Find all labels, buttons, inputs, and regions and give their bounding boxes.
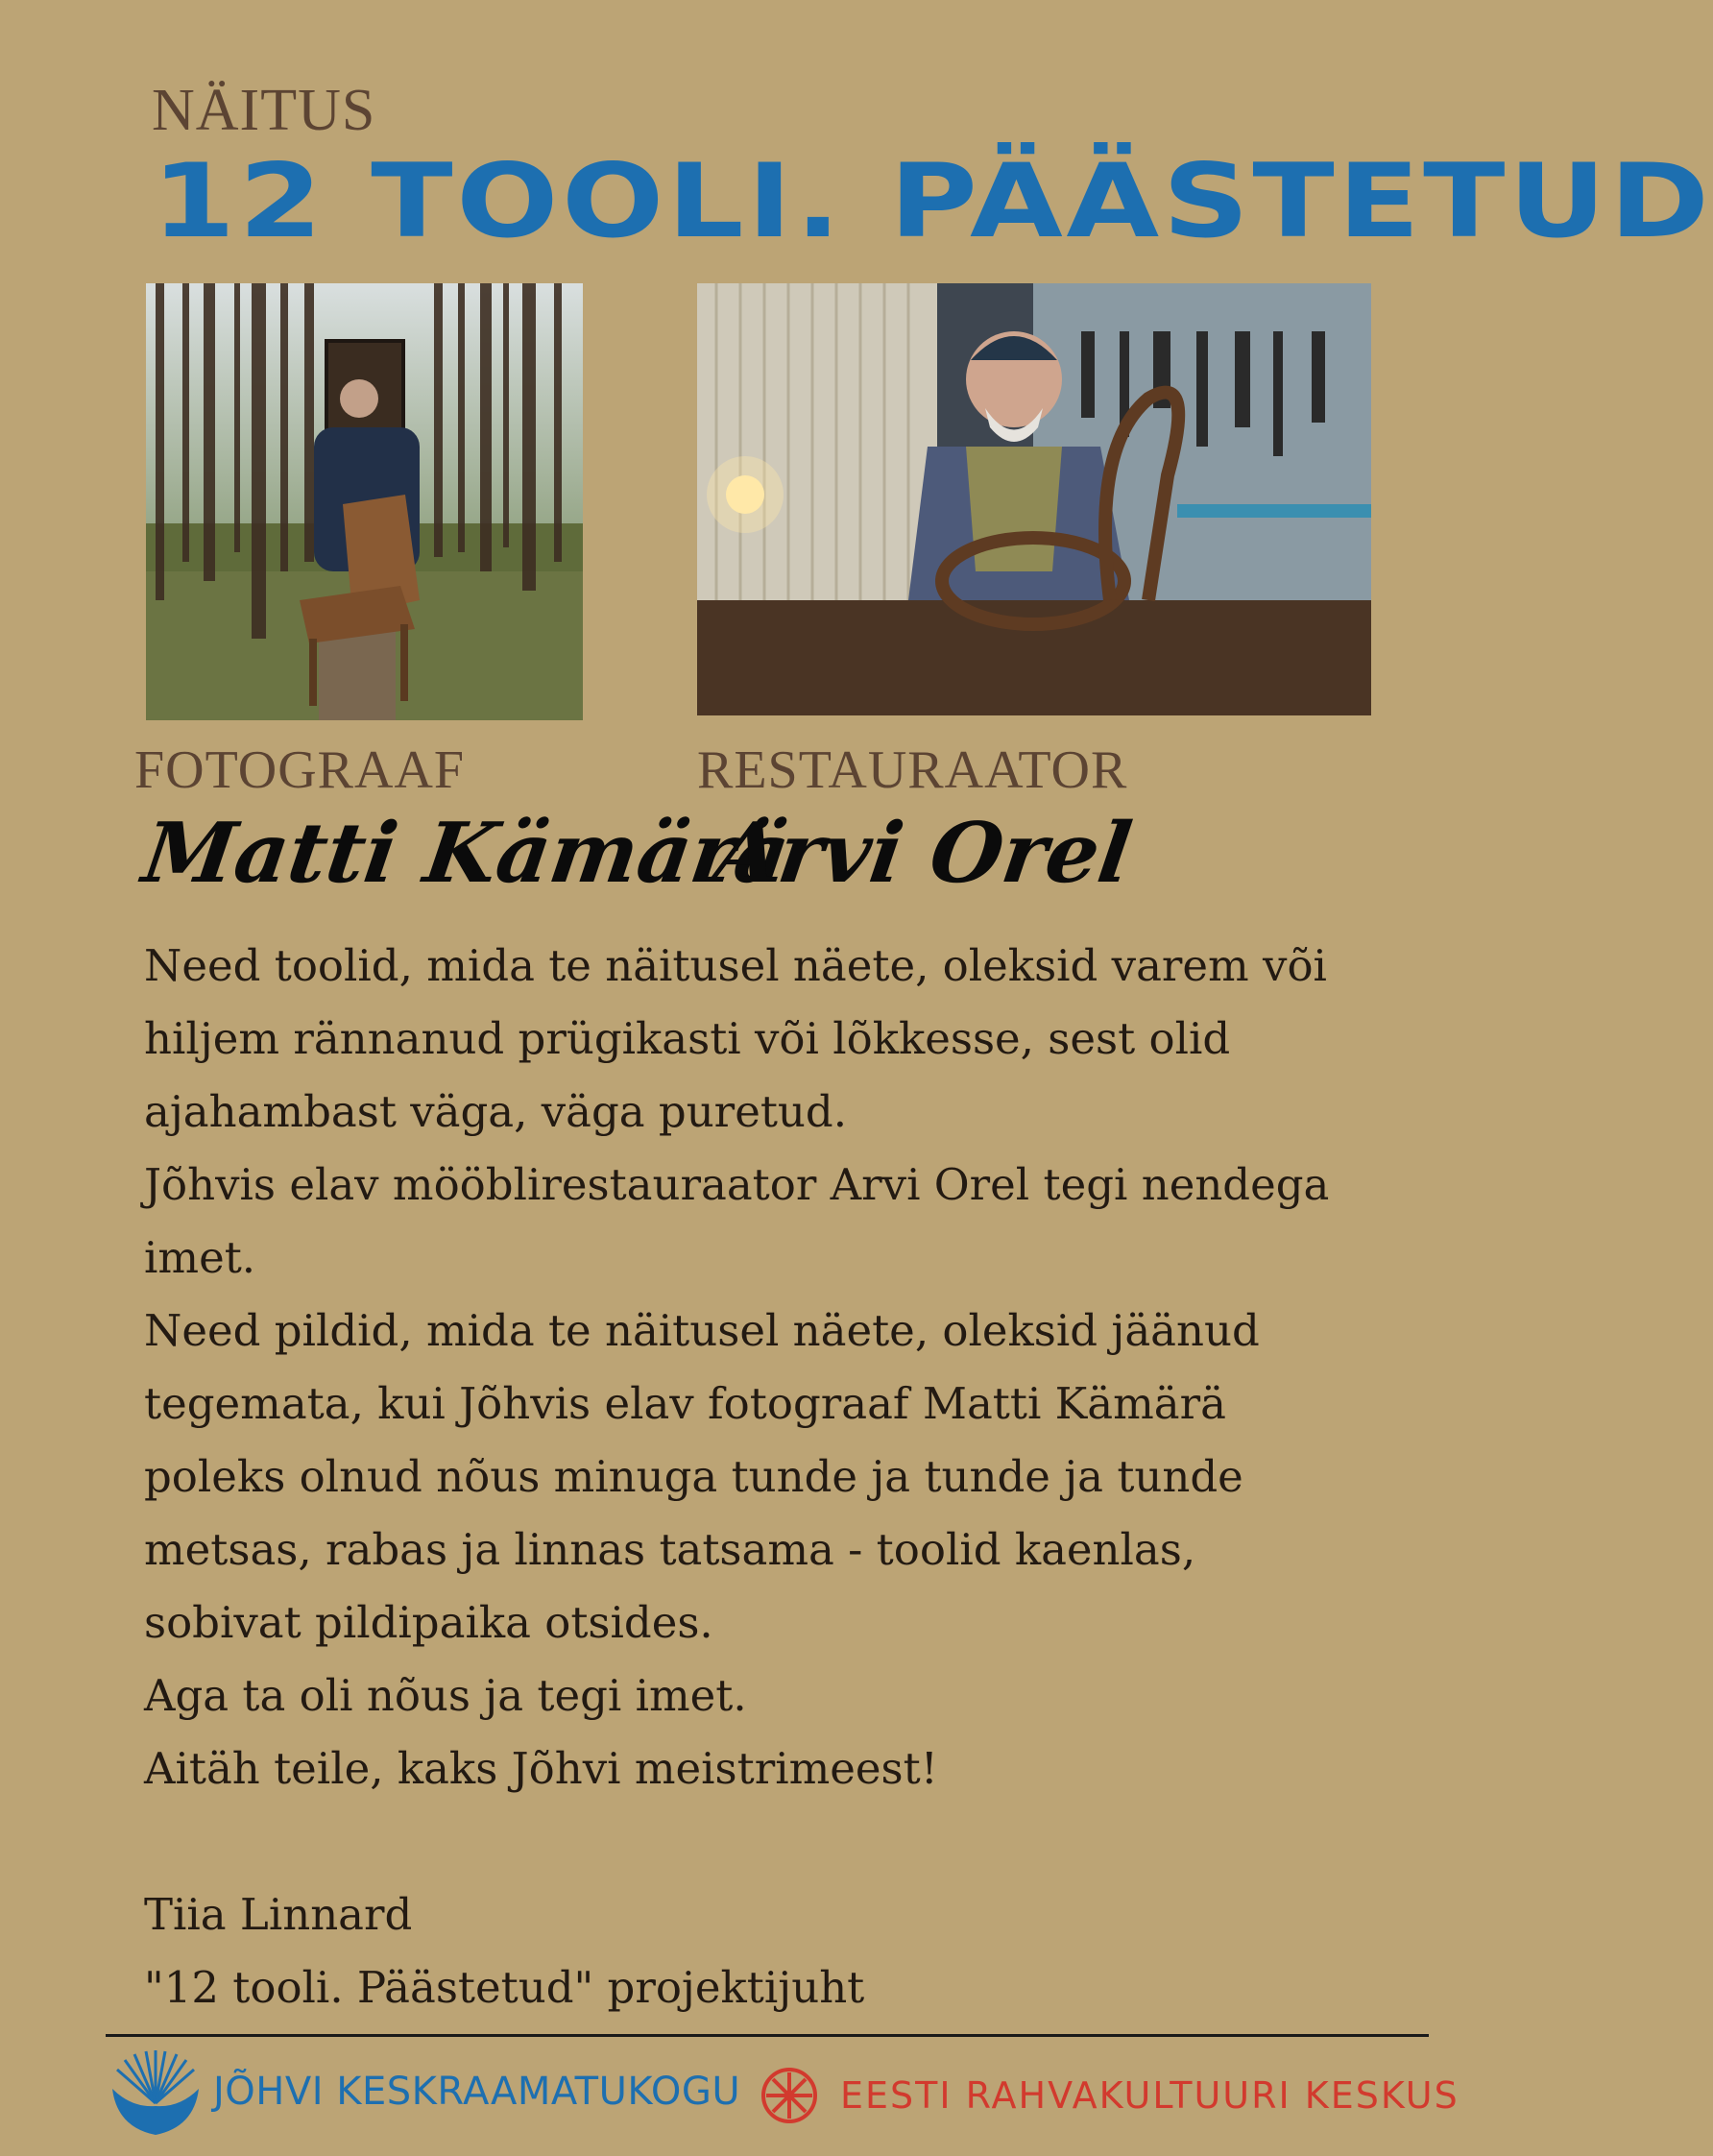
restorer-name: Arvi Orel xyxy=(708,805,1138,902)
body-line: Aga ta oli nõus ja tegi imet. xyxy=(144,1670,747,1721)
body-paragraph xyxy=(144,930,1411,2024)
fan-book-icon xyxy=(108,2050,204,2137)
body-line: sobivat pildipaika otsides. xyxy=(144,1597,713,1648)
photo-restorer-workshop xyxy=(697,283,1371,715)
body-line: Need pildid, mida te näitusel näete, oleksid jäänud xyxy=(144,1305,1260,1356)
author-name: Tiia Linnard xyxy=(144,1889,413,1940)
body-line: Aitäh teile, kaks Jõhvi meistrimeest! xyxy=(144,1743,938,1794)
restorer-role: RESTAURAATOR xyxy=(697,740,1128,800)
body-line: Jõhvis elav mööblirestauraator Arvi Orel tegi nendega xyxy=(144,1159,1330,1210)
wheel-sun-icon xyxy=(759,2065,820,2126)
photographer-role: FOTOGRAAF xyxy=(134,740,466,800)
exhibition-label: NÄITUS xyxy=(152,78,376,143)
workshop-photo-illustration xyxy=(697,283,1371,715)
body-line: poleks olnud nõus minuga tunde ja tunde ja tunde xyxy=(144,1451,1243,1502)
forest-photo-illustration xyxy=(146,283,583,720)
photo-forest-man-with-chairs xyxy=(146,283,583,720)
body-line: hiljem rännanud prügikasti või lõkkesse, sest olid xyxy=(144,1013,1231,1064)
spacer xyxy=(144,1805,1411,1878)
body-line: Need toolid, mida te näitusel näete, oleksid varem või xyxy=(144,940,1327,991)
body-line: metsas, rabas ja linnas tatsama - toolid kaenlas, xyxy=(144,1524,1196,1575)
body-line: tegemata, kui Jõhvis elav fotograaf Matti Kämärä xyxy=(144,1378,1226,1429)
folk-culture-center-logo-text: EESTI RAHVAKULTUURI KESKUS xyxy=(840,2074,1460,2117)
exhibition-title: 12 TOOLI. PÄÄSTETUD xyxy=(152,142,1713,260)
photographer-name: Matti Kämärä xyxy=(136,805,796,902)
library-logo-text: JÕHVI KESKRAAMATUKOGU xyxy=(213,2070,741,2114)
footer-divider xyxy=(106,2034,1429,2037)
body-line: ajahambast väga, väga puretud. xyxy=(144,1086,847,1137)
exhibition-text xyxy=(144,930,1411,2024)
author-role: "12 tooli. Päästetud" projektijuht xyxy=(144,1962,865,2013)
body-line: imet. xyxy=(144,1232,256,1283)
